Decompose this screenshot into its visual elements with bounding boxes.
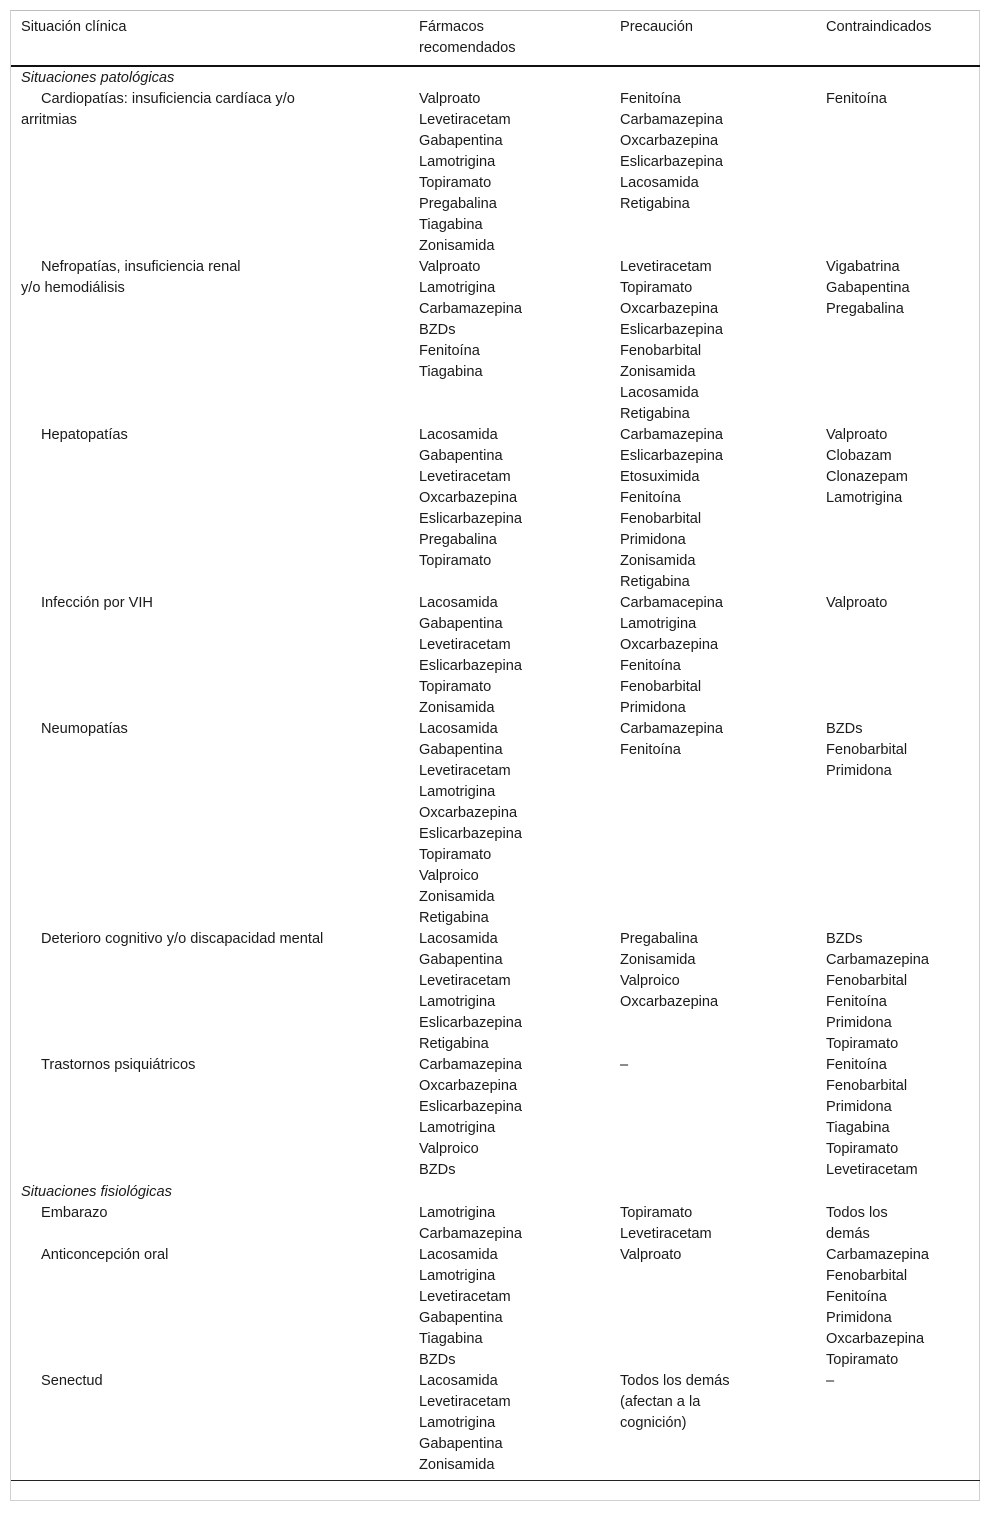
caution-cell bbox=[610, 257, 816, 425]
drug-name: Primidona bbox=[826, 1015, 892, 1031]
drug-name: Fenobarbital bbox=[620, 511, 702, 527]
drug-name: Valproico bbox=[419, 868, 479, 884]
header-farmacos-line1: Fármacos bbox=[419, 19, 484, 35]
drug-name: Lamotrigina bbox=[419, 784, 496, 800]
drug-name: Topiramato bbox=[620, 280, 693, 296]
drug-name: Lamotrigina bbox=[419, 1205, 496, 1221]
situation-cell bbox=[11, 719, 409, 929]
drug-name: Gabapentina bbox=[419, 133, 503, 149]
drug-name: Topiramato bbox=[419, 679, 492, 695]
drug-name: Eslicarbazepina bbox=[419, 1015, 523, 1031]
situation-line: Senectud bbox=[41, 1373, 103, 1389]
situation-line: Infección por VIH bbox=[41, 595, 153, 611]
drug-name: Lacosamida bbox=[419, 1247, 498, 1263]
drug-name: Fenitoína bbox=[826, 91, 887, 107]
drug-name: Fenitoína bbox=[620, 742, 681, 758]
situation-cell bbox=[11, 89, 409, 257]
recommended-cell bbox=[409, 719, 610, 929]
drug-name: BZDs bbox=[419, 1162, 456, 1178]
caution-cell bbox=[610, 425, 816, 593]
drug-name: Valproato bbox=[419, 259, 481, 275]
situation-line: y/o hemodiálisis bbox=[21, 280, 125, 296]
caution-cell bbox=[610, 593, 816, 719]
drug-name: Fenobarbital bbox=[826, 742, 908, 758]
drug-name: Gabapentina bbox=[826, 280, 910, 296]
contraindicated-cell bbox=[816, 425, 980, 593]
header-contraindicados: Contraindicados bbox=[816, 13, 980, 66]
drug-name: Gabapentina bbox=[419, 616, 503, 632]
drug-name: Gabapentina bbox=[419, 1310, 503, 1326]
drug-name: Primidona bbox=[826, 1099, 892, 1115]
drug-name: Carbamazepina bbox=[419, 301, 523, 317]
drug-name: Valproato bbox=[620, 1247, 682, 1263]
situation-line: Trastornos psiquiátricos bbox=[41, 1057, 196, 1073]
drug-name: Lamotrigina bbox=[620, 616, 697, 632]
drug-name: Eslicarbazepina bbox=[419, 658, 523, 674]
drug-name: Eslicarbazepina bbox=[620, 154, 724, 170]
drug-name: Levetiracetam bbox=[419, 637, 511, 653]
drug-name: Primidona bbox=[826, 763, 892, 779]
drug-name: Valproato bbox=[419, 91, 481, 107]
situation-line: Deterioro cognitivo y/o discapacidad mental bbox=[41, 931, 324, 947]
drug-name: BZDs bbox=[826, 721, 863, 737]
table-row bbox=[11, 257, 980, 425]
drug-name: Eslicarbazepina bbox=[419, 511, 523, 527]
header-precaucion: Precaución bbox=[610, 13, 816, 66]
drug-name: Lamotrigina bbox=[419, 1268, 496, 1284]
drug-name: Lacosamida bbox=[419, 931, 498, 947]
situation-cell bbox=[11, 425, 409, 593]
drug-name: Lamotrigina bbox=[419, 280, 496, 296]
drug-name: Tiagabina bbox=[419, 364, 483, 380]
situation-cell bbox=[11, 1371, 409, 1481]
header-farmacos-line2: recomendados bbox=[419, 40, 516, 56]
caution-cell bbox=[610, 1245, 816, 1371]
drug-name: BZDs bbox=[826, 931, 863, 947]
drug-name: Zonisamida bbox=[419, 238, 495, 254]
drug-name: Oxcarbazepina bbox=[419, 1078, 518, 1094]
drug-name: Valproico bbox=[620, 973, 680, 989]
drug-name: Fenitoína bbox=[620, 490, 681, 506]
drug-name: Primidona bbox=[620, 700, 686, 716]
drug-name: BZDs bbox=[419, 1352, 456, 1368]
table-row bbox=[11, 1203, 980, 1245]
drug-name: Topiramato bbox=[419, 847, 492, 863]
drug-name: Pregabalina bbox=[419, 196, 497, 212]
drug-name: Zonisamida bbox=[620, 952, 696, 968]
table-row bbox=[11, 89, 980, 257]
drug-name: Gabapentina bbox=[419, 952, 503, 968]
contraindicated-cell bbox=[816, 1055, 980, 1181]
caution-cell bbox=[610, 89, 816, 257]
drug-name: Lacosamida bbox=[620, 385, 699, 401]
drug-name: Fenobarbital bbox=[620, 679, 702, 695]
section-title: Situaciones fisiológicas bbox=[21, 1184, 172, 1200]
table-row bbox=[11, 1371, 980, 1481]
recommended-cell bbox=[409, 1055, 610, 1181]
contraindicated-cell bbox=[816, 89, 980, 257]
recommended-cell bbox=[409, 593, 610, 719]
drug-name: Valproato bbox=[826, 427, 888, 443]
contraindicated-cell bbox=[816, 1371, 980, 1481]
situation-line: Nefropatías, insuficiencia renal bbox=[41, 259, 241, 275]
drug-name: Fenitoína bbox=[826, 994, 887, 1010]
situation-line: Hepatopatías bbox=[41, 427, 128, 443]
drug-name: Carbamazepina bbox=[620, 427, 724, 443]
table-row bbox=[11, 425, 980, 593]
drug-name: Pregabalina bbox=[620, 931, 698, 947]
situation-cell bbox=[11, 929, 409, 1055]
section-title: Situaciones patológicas bbox=[21, 70, 175, 86]
drug-name: Levetiracetam bbox=[419, 1289, 511, 1305]
contraindicated-cell bbox=[816, 1245, 980, 1371]
drug-name: Zonisamida bbox=[419, 1457, 495, 1473]
drug-name: Levetiracetam bbox=[620, 259, 712, 275]
caution-cell bbox=[610, 719, 816, 929]
drug-name: Carbamazepina bbox=[419, 1057, 523, 1073]
drug-name: Fenobarbital bbox=[620, 343, 702, 359]
drug-name: Lacosamida bbox=[419, 1373, 498, 1389]
drug-name: Zonisamida bbox=[419, 700, 495, 716]
contraindicated-cell bbox=[816, 257, 980, 425]
table-header-row bbox=[11, 13, 980, 66]
drug-name: Tiagabina bbox=[826, 1120, 890, 1136]
drug-name: Oxcarbazepina bbox=[419, 490, 518, 506]
situation-cell bbox=[11, 1245, 409, 1371]
drug-name: Lamotrigina bbox=[419, 154, 496, 170]
section-row bbox=[11, 66, 980, 89]
situation-line: Anticoncepción oral bbox=[41, 1247, 169, 1263]
drug-name: Topiramato bbox=[620, 1205, 693, 1221]
caution-cell bbox=[610, 1203, 816, 1245]
table-row bbox=[11, 1245, 980, 1371]
drug-name: Clonazepam bbox=[826, 469, 908, 485]
drug-name: Retigabina bbox=[620, 196, 690, 212]
drug-name: Valproico bbox=[419, 1141, 479, 1157]
drug-name: Lamotrigina bbox=[826, 490, 903, 506]
contraindicated-cell bbox=[816, 593, 980, 719]
drug-name: Carbamazepina bbox=[620, 721, 724, 737]
drug-name: Retigabina bbox=[419, 1036, 489, 1052]
drug-name: Levetiracetam bbox=[826, 1162, 918, 1178]
drug-name: Fenobarbital bbox=[826, 1268, 908, 1284]
drug-name: demás bbox=[826, 1226, 870, 1242]
situation-line: Neumopatías bbox=[41, 721, 128, 737]
drug-name: Pregabalina bbox=[826, 301, 904, 317]
drug-name: Zonisamida bbox=[620, 364, 696, 380]
situation-line: arritmias bbox=[21, 112, 77, 128]
drug-name: Lacosamida bbox=[620, 175, 699, 191]
drug-name: Levetiracetam bbox=[419, 973, 511, 989]
drug-name: Oxcarbazepina bbox=[620, 637, 719, 653]
drug-name: Valproato bbox=[826, 595, 888, 611]
drug-name: (afectan a la bbox=[620, 1394, 701, 1410]
table-row bbox=[11, 929, 980, 1055]
recommended-cell bbox=[409, 89, 610, 257]
drug-name: Clobazam bbox=[826, 448, 892, 464]
drug-name: Topiramato bbox=[826, 1352, 899, 1368]
drug-name: Todos los demás bbox=[620, 1373, 730, 1389]
drug-name: Pregabalina bbox=[419, 532, 497, 548]
drug-name: Primidona bbox=[620, 532, 686, 548]
situation-cell bbox=[11, 257, 409, 425]
drug-name: Lamotrigina bbox=[419, 994, 496, 1010]
header-situacion: Situación clínica bbox=[11, 13, 409, 66]
situation-line: Embarazo bbox=[41, 1205, 108, 1221]
drug-name: Levetiracetam bbox=[419, 112, 511, 128]
recommended-cell bbox=[409, 425, 610, 593]
header-farmacos bbox=[409, 13, 610, 66]
drug-name: Primidona bbox=[826, 1310, 892, 1326]
table-row bbox=[11, 1055, 980, 1181]
drug-name: Tiagabina bbox=[419, 1331, 483, 1347]
drug-name: Fenitoína bbox=[620, 658, 681, 674]
drug-name: Retigabina bbox=[620, 574, 690, 590]
drug-name: Oxcarbazepina bbox=[620, 301, 719, 317]
caution-cell bbox=[610, 929, 816, 1055]
drug-name: Topiramato bbox=[419, 175, 492, 191]
drug-name: Gabapentina bbox=[419, 742, 503, 758]
drug-name: Levetiracetam bbox=[419, 469, 511, 485]
drug-name: Tiagabina bbox=[419, 217, 483, 233]
drug-name: Eslicarbazepina bbox=[419, 826, 523, 842]
drug-name: Oxcarbazepina bbox=[620, 133, 719, 149]
drug-name: Oxcarbazepina bbox=[620, 994, 719, 1010]
situation-cell bbox=[11, 593, 409, 719]
drug-name: Levetiracetam bbox=[419, 763, 511, 779]
drug-name: Etosuximida bbox=[620, 469, 700, 485]
contraindicated-cell bbox=[816, 929, 980, 1055]
drug-name: Vigabatrina bbox=[826, 259, 900, 275]
section-row bbox=[11, 1181, 980, 1203]
drug-name: BZDs bbox=[419, 322, 456, 338]
contraindicated-cell bbox=[816, 719, 980, 929]
recommended-cell bbox=[409, 257, 610, 425]
table-row bbox=[11, 719, 980, 929]
drug-name: Lamotrigina bbox=[419, 1415, 496, 1431]
drug-name: Fenitoína bbox=[419, 343, 480, 359]
drug-name: Topiramato bbox=[826, 1141, 899, 1157]
situation-cell bbox=[11, 1055, 409, 1181]
recommended-cell bbox=[409, 1245, 610, 1371]
drug-name: Fenitoína bbox=[826, 1057, 887, 1073]
recommended-cell bbox=[409, 929, 610, 1055]
drug-name: – bbox=[620, 1057, 629, 1073]
table-row bbox=[11, 593, 980, 719]
caution-cell bbox=[610, 1371, 816, 1481]
drug-name: Retigabina bbox=[620, 406, 690, 422]
drug-name: Eslicarbazepina bbox=[419, 1099, 523, 1115]
drug-name: Levetiracetam bbox=[620, 1226, 712, 1242]
drug-name: Todos los bbox=[826, 1205, 888, 1221]
drug-name: Topiramato bbox=[826, 1036, 899, 1052]
contraindicated-cell bbox=[816, 1203, 980, 1245]
situation-line: Cardiopatías: insuficiencia cardíaca y/o bbox=[41, 91, 295, 107]
drug-name: Lacosamida bbox=[419, 721, 498, 737]
drug-name: Levetiracetam bbox=[419, 1394, 511, 1410]
clinical-drug-table bbox=[11, 13, 980, 1481]
drug-name: Gabapentina bbox=[419, 1436, 503, 1452]
drug-name: Lamotrigina bbox=[419, 1120, 496, 1136]
drug-name: – bbox=[826, 1373, 835, 1389]
drug-name: Fenitoína bbox=[620, 91, 681, 107]
table-body bbox=[11, 66, 980, 1481]
drug-name: Fenobarbital bbox=[826, 973, 908, 989]
drug-name: Eslicarbazepina bbox=[620, 322, 724, 338]
drug-name: Zonisamida bbox=[419, 889, 495, 905]
drug-name: Carbamazepina bbox=[826, 1247, 930, 1263]
caution-cell bbox=[610, 1055, 816, 1181]
recommended-cell bbox=[409, 1371, 610, 1481]
drug-name: Zonisamida bbox=[620, 553, 696, 569]
drug-name: Carbamazepina bbox=[826, 952, 930, 968]
drug-name: cognición) bbox=[620, 1415, 687, 1431]
drug-name: Lacosamida bbox=[419, 427, 498, 443]
drug-name: Topiramato bbox=[419, 553, 492, 569]
drug-name: Oxcarbazepina bbox=[826, 1331, 925, 1347]
drug-name: Fenitoína bbox=[826, 1289, 887, 1305]
drug-name: Carbamazepina bbox=[620, 112, 724, 128]
drug-name: Carbamacepina bbox=[620, 595, 724, 611]
drug-name: Oxcarbazepina bbox=[419, 805, 518, 821]
drug-name: Gabapentina bbox=[419, 448, 503, 464]
drug-name: Carbamazepina bbox=[419, 1226, 523, 1242]
drug-name: Eslicarbazepina bbox=[620, 448, 724, 464]
drug-name: Lacosamida bbox=[419, 595, 498, 611]
drug-name: Retigabina bbox=[419, 910, 489, 926]
drug-name: Fenobarbital bbox=[826, 1078, 908, 1094]
situation-cell bbox=[11, 1203, 409, 1245]
recommended-cell bbox=[409, 1203, 610, 1245]
